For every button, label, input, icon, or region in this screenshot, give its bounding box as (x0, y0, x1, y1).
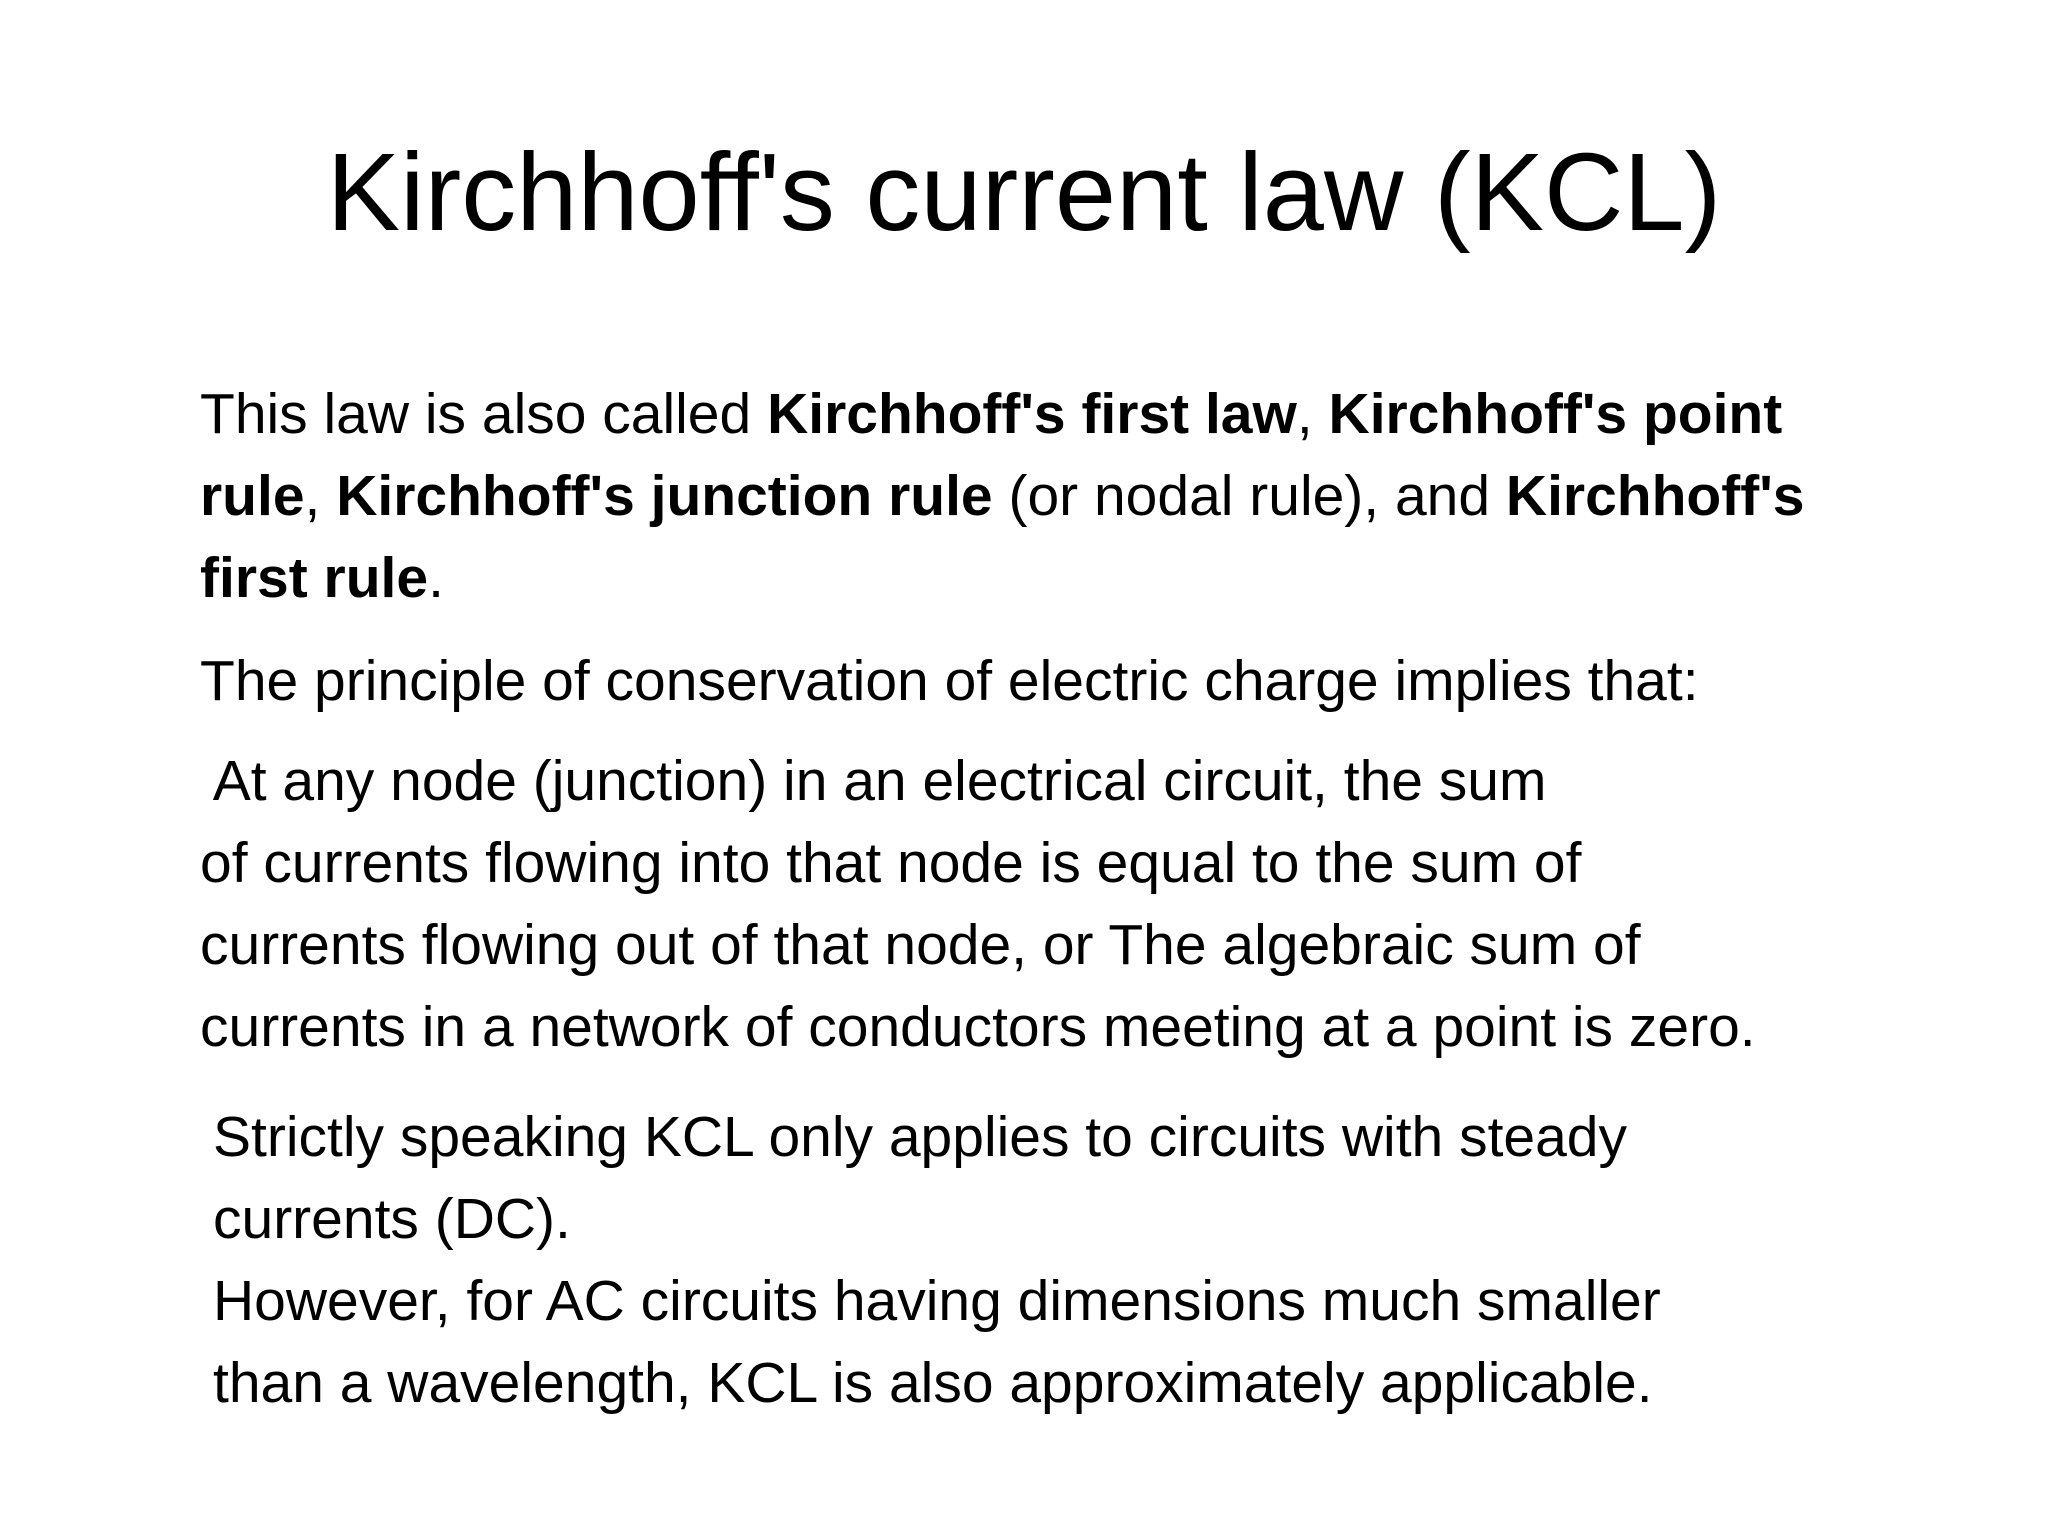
text-line: than a wavelength, KCL is also approximately applicable. (213, 1351, 1653, 1415)
text-line (200, 455, 1804, 537)
paragraph-applicability (213, 1096, 1661, 1424)
text-line: At any node (junction) in an electrical circuit, the sum (200, 749, 1547, 813)
text-line: currents flowing out of that node, or The algebraic sum of (200, 913, 1641, 977)
bold-term: rule (200, 464, 305, 528)
paragraph-aliases (200, 373, 1804, 619)
bold-term: Kirchhoff's (1505, 464, 1805, 528)
bold-term: Kirchhoff's point (1328, 382, 1783, 446)
paragraph-definition (200, 740, 1756, 1068)
text-run: This law is also called (200, 382, 768, 446)
text-run: . (428, 546, 444, 610)
bold-term: first rule (200, 546, 429, 610)
bold-term: Kirchhoff's first law (767, 382, 1297, 446)
text-line: currents in a network of conductors meeting at a point is zero. (200, 995, 1756, 1059)
text-line: currents (DC). (213, 1187, 571, 1251)
paragraph-principle: The principle of conservation of electric charge implies that: (200, 649, 1699, 713)
text-line: However, for AC circuits having dimensions much smaller (213, 1269, 1661, 1333)
text-run: , (304, 464, 337, 528)
text-line (200, 373, 1804, 455)
text-line: of currents flowing into that node is equal to the sum of (200, 831, 1582, 895)
text-line (200, 537, 1804, 619)
text-run: , (1296, 382, 1329, 446)
text-run: (or nodal rule), and (992, 464, 1506, 528)
text-line: Strictly speaking KCL only applies to circuits with steady (213, 1105, 1628, 1169)
bold-term: Kirchhoff's junction rule (336, 464, 993, 528)
slide-title: Kirchhoff's current law (KCL) (326, 131, 1722, 254)
